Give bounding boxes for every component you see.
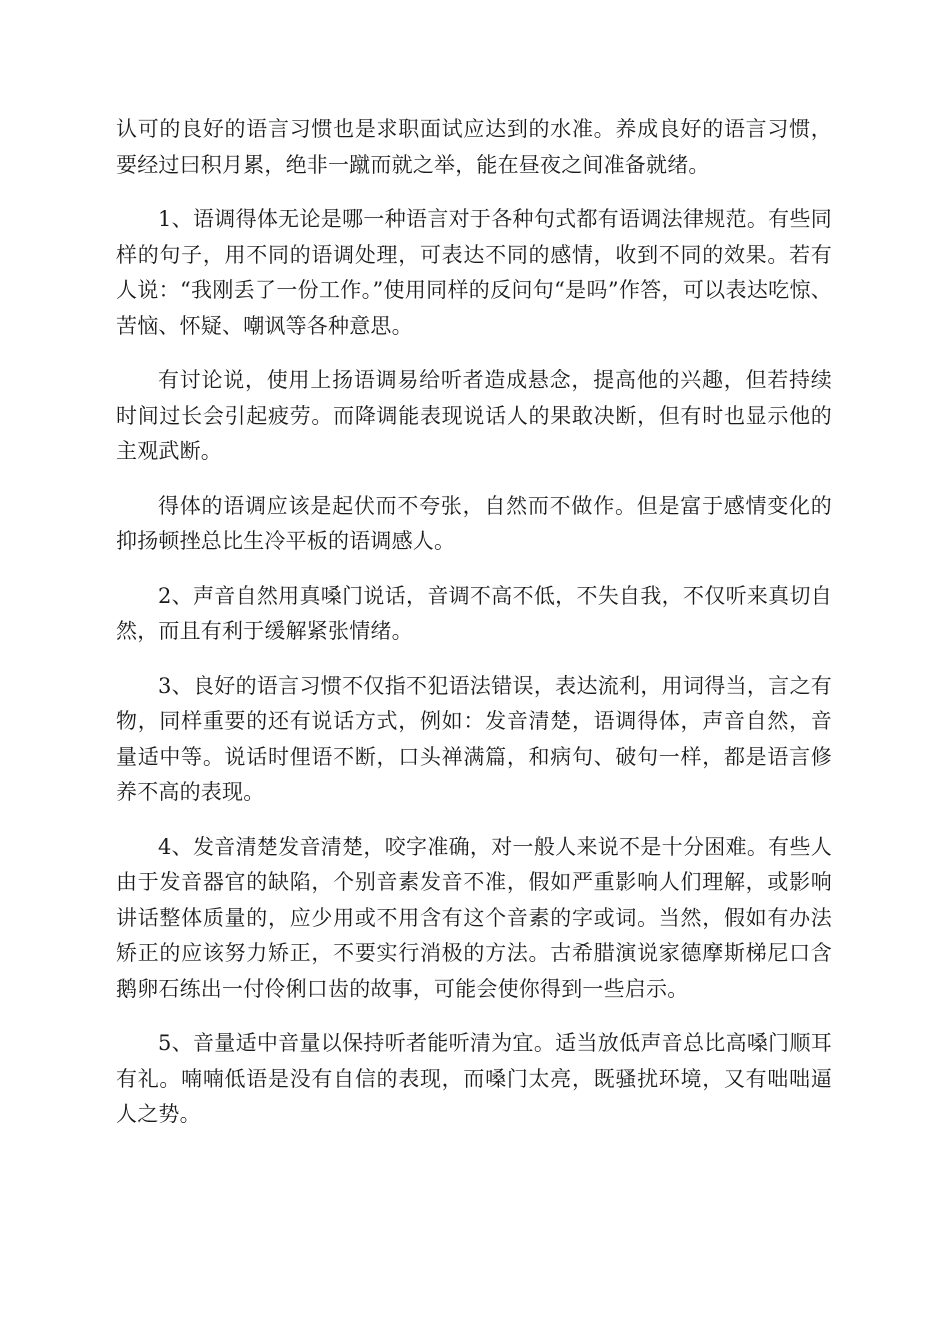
- paragraph-appropriate-tone: 得体的语调应该是起伏而不夸张，自然而不做作。但是富于感情变化的抑扬顿挫总比生冷平板的语调感人。: [116, 493, 832, 553]
- paragraph-intonation: 1、语调得体无论是哪一种语言对于各种句式都有语调法律规范。有些同样的句子，用不同的语调处理，可表达不同的感情，收到不同的效果。若有人说：“我刚丢了一份工作。”使用同样的反问句“是吗”作答，可以表达吃惊、苦恼、怀疑、嘲讽等各种意思。: [116, 207, 832, 338]
- document-body: [116, 112, 832, 1152]
- paragraph-language-habits: 3、良好的语言习惯不仅指不犯语法错误，表达流利，用词得当，言之有物，同样重要的还有说话方式，例如：发音清楚，语调得体，声音自然，音量适中等。说话时俚语不断，口头禅满篇，和病句、破句一样，都是语言修养不高的表现。: [116, 673, 832, 804]
- paragraph-clear-pronunciation: 4、发音清楚发音清楚，咬字准确，对一般人来说不是十分困难。有些人由于发音器官的缺陷，个别音素发音不准，假如严重影响人们理解，或影响讲话整体质量的，应少用或不用含有这个音素的字或词。当然，假如有办法矫正的应该努力矫正，不要实行消极的方法。古希腊演说家德摩斯梯尼口含鹅卵石练出一付伶俐口齿的故事，可能会使你得到一些启示。: [116, 834, 832, 1001]
- paragraph-moderate-volume: 5、音量适中音量以保持听者能听清为宜。适当放低声音总比高嗓门顺耳有礼。喃喃低语是没有自信的表现，而嗓门太亮，既骚扰环境，又有咄咄逼人之势。: [116, 1031, 832, 1126]
- paragraph-natural-voice: 2、声音自然用真嗓门说话，音调不高不低，不失自我，不仅听来真切自然，而且有利于缓解紧张情绪。: [116, 583, 832, 643]
- paragraph-rising-tone: 有讨论说，使用上扬语调易给听者造成悬念，提高他的兴趣，但若持续时间过长会引起疲劳。而降调能表现说话人的果敢决断，但有时也显示他的主观武断。: [116, 368, 832, 463]
- paragraph-intro: 认可的良好的语言习惯也是求职面试应达到的水准。养成良好的语言习惯，要经过曰积月累，绝非一蹴而就之举，能在昼夜之间准备就绪。: [116, 117, 832, 177]
